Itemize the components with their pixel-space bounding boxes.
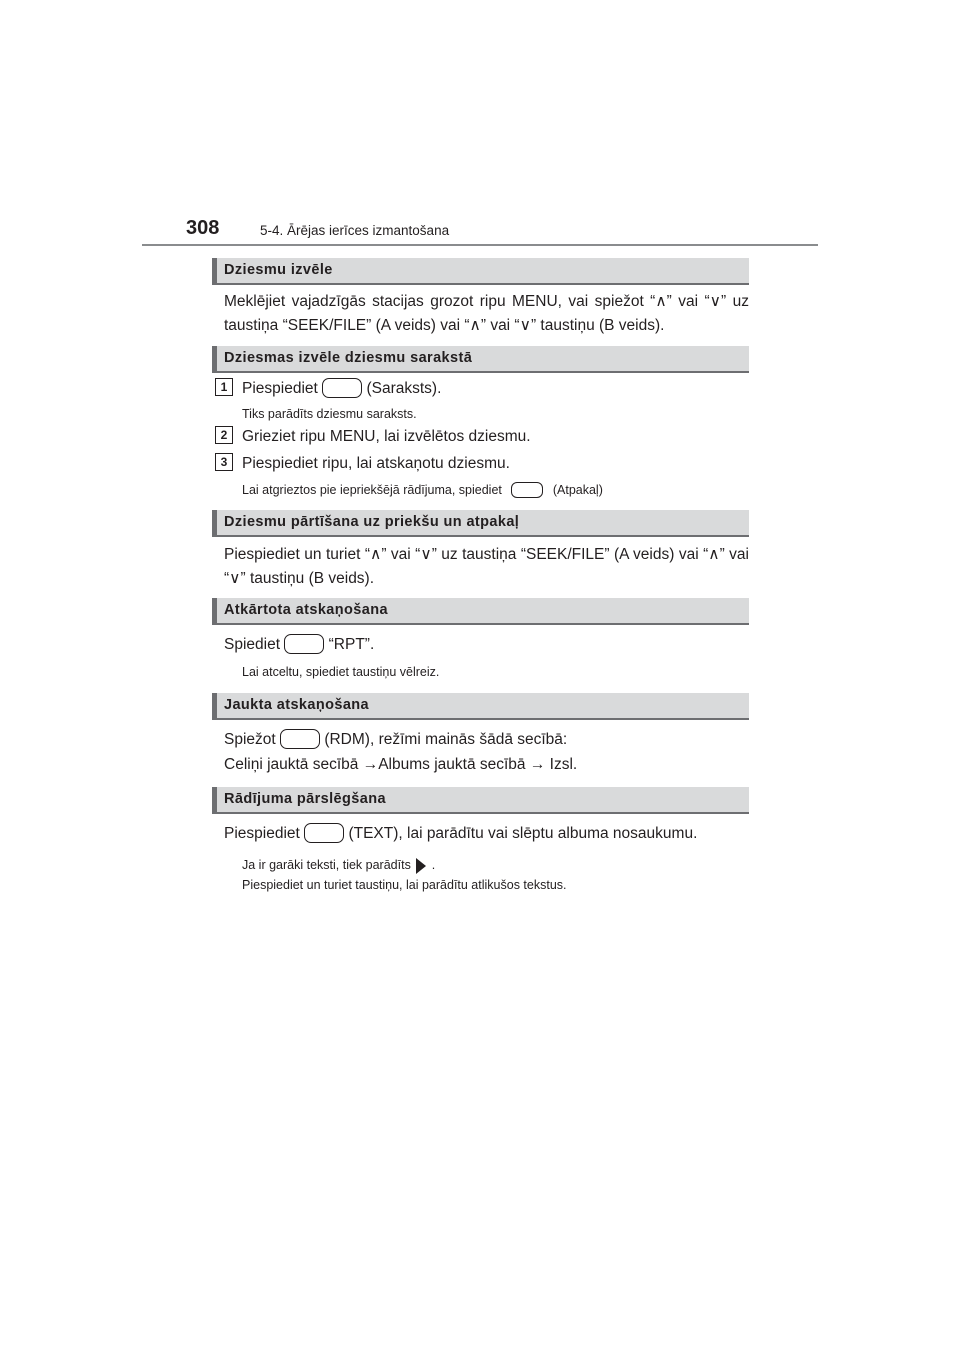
fast-forward-text: Piespiediet un turiet “∧” vai “∨” uz taustiņa “SEEK/FILE” (A veids) vai “∧” vai “∨” taustiņu (B veids).	[224, 546, 749, 587]
display-post: (TEXT), lai parādītu vai slēptu albuma nosaukumu.	[348, 825, 698, 842]
repeat-pre: Spiediet	[224, 636, 281, 653]
section-header-display-switch	[212, 787, 749, 814]
chapter-title: 5-4. Ārējas ierīces izmantošana	[260, 223, 450, 238]
section-header-fast-forward-rewind	[212, 510, 749, 537]
rdm-button-icon	[280, 729, 320, 749]
step-3-note-post: (Atpakaļ)	[552, 483, 603, 497]
random-play-text	[224, 728, 567, 752]
step-1-pre: Piespiediet	[242, 380, 318, 397]
header-divider	[142, 244, 818, 246]
random-sequence-text: Celiņi jauktā secībā →Albums jauktā secībā → Izsl.	[224, 756, 578, 773]
random-pre: Spiežot	[224, 731, 276, 748]
repeat-note: Lai atceltu, spiediet taustiņu vēlreiz.	[242, 665, 440, 679]
section-title: Jaukta atskaņošana	[224, 697, 370, 713]
repeat-play-text	[224, 633, 374, 657]
step-badge-2: 2	[215, 426, 233, 444]
repeat-post: “RPT”.	[328, 636, 375, 653]
rpt-button-icon	[284, 634, 324, 654]
step-1-note: Tiks parādīts dziesmu saraksts.	[242, 407, 417, 421]
section-header-song-selection	[212, 258, 749, 285]
section-title: Rādījuma pārslēgšana	[224, 791, 386, 807]
display-note-1-pre: Ja ir garāki teksti, tiek parādīts	[242, 858, 411, 872]
random-post: (RDM), režīmi mainās šādā secībā:	[324, 731, 568, 748]
display-note-1-post: .	[431, 858, 436, 872]
section-title: Dziesmu pārtīšana uz priekšu un atpakaļ	[224, 514, 520, 530]
step-3-note	[242, 480, 603, 500]
section-title: Atkārtota atskaņošana	[224, 602, 388, 618]
display-note-1	[242, 855, 435, 875]
step-1-post: (Saraksts).	[366, 380, 442, 397]
page-number: 308	[186, 217, 220, 239]
song-selection-text: Meklējiet vajadzīgās stacijas grozot ripu MENU, vai spiežot “∧” vai “∨” uz taustiņa “SEEK/FILE” (A veids) vai “∧” vai “∨” taustiņu (B veids).	[224, 293, 749, 334]
step-2-text: Grieziet ripu MENU, lai izvēlētos dziesmu.	[242, 428, 531, 445]
step-1-text	[242, 377, 441, 401]
step-3-text: Piespiediet ripu, lai atskaņotu dziesmu.	[242, 455, 510, 472]
display-note-2: Piespiediet un turiet taustiņu, lai parādītu atlikušos tekstus.	[242, 878, 567, 892]
text-button-icon	[304, 823, 344, 843]
display-pre: Piespiediet	[224, 825, 300, 842]
right-arrow-icon	[416, 858, 426, 874]
section-header-repeat-play	[212, 598, 749, 625]
section-header-random-play	[212, 693, 749, 720]
section-title: Dziesmu izvēle	[224, 262, 333, 278]
display-switch-text	[224, 822, 697, 846]
list-button-icon	[322, 378, 362, 398]
section-title: Dziesmas izvēle dziesmu sarakstā	[224, 350, 473, 366]
section-header-song-from-list	[212, 346, 749, 373]
step-badge-1: 1	[215, 378, 233, 396]
step-3-note-pre: Lai atgrieztos pie iepriekšējā rādījuma, spiediet	[242, 483, 502, 497]
back-button-icon	[511, 482, 543, 498]
step-badge-3: 3	[215, 453, 233, 471]
